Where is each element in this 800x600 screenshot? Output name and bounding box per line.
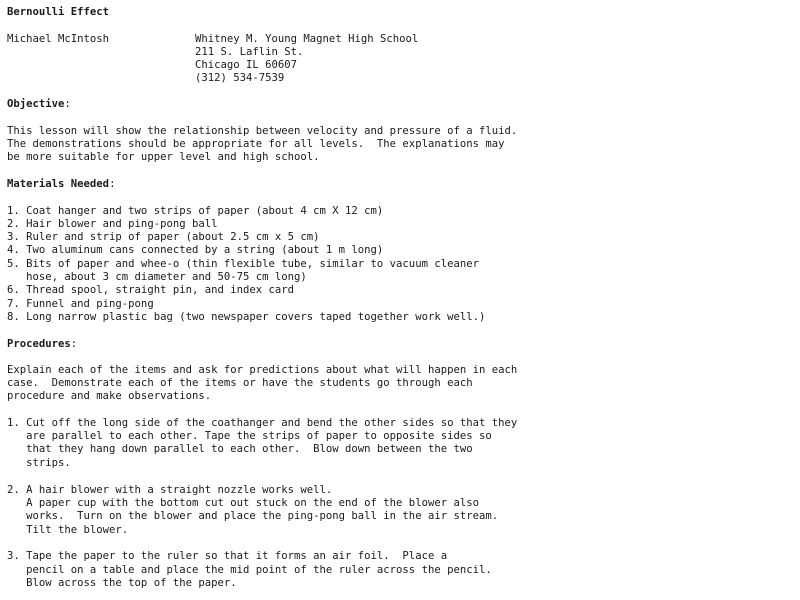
procedure-step-3-line: Blow across the top of the paper.	[7, 577, 237, 589]
materials-item: 3. Ruler and strip of paper (about 2.5 cm x 5 cm)	[7, 231, 320, 243]
objective-heading	[7, 98, 71, 111]
materials-item: 4. Two aluminum cans connected by a string (about 1 m long)	[7, 244, 384, 256]
objective-line: The demonstrations should be appropriate for all levels. The explanations may	[7, 138, 505, 150]
procedures-intro-line: Explain each of the items and ask for predictions about what will happen in each	[7, 364, 518, 376]
objective-heading-text: Objective	[7, 98, 65, 110]
materials-heading-colon: :	[109, 178, 116, 190]
procedures-heading-text: Procedures	[7, 338, 71, 350]
procedures-intro-line: procedure and make observations.	[7, 390, 212, 402]
objective-line: be more suitable for upper level and high school.	[7, 151, 320, 163]
procedure-step-3-line: pencil on a table and place the mid point of the ruler across the pencil.	[7, 564, 492, 576]
procedure-step-1-line: 1. Cut off the long side of the coathanger and bend the other sides so that they	[7, 417, 518, 429]
materials-item: 6. Thread spool, straight pin, and index card	[7, 284, 295, 296]
school-street: 211 S. Laflin St.	[195, 46, 304, 58]
objective-line: This lesson will show the relationship between velocity and pressure of a fluid.	[7, 125, 518, 137]
materials-item: 2. Hair blower and ping-pong ball	[7, 218, 218, 230]
procedure-step-2-line: 2. A hair blower with a straight nozzle works well.	[7, 484, 333, 496]
materials-heading-text: Materials Needed	[7, 178, 110, 190]
procedure-step-2-line: works. Turn on the blower and place the ping-pong ball in the air stream.	[7, 510, 499, 522]
procedure-step-3-line: 3. Tape the paper to the ruler so that it forms an air foil. Place a	[7, 550, 448, 562]
document-title: Bernoulli Effect	[7, 6, 110, 18]
procedures-intro-line: case. Demonstrate each of the items or have the students go through each	[7, 377, 473, 389]
procedure-step-1-line: strips.	[7, 457, 71, 469]
procedures-heading-colon: :	[70, 338, 78, 350]
materials-item: hose, about 3 cm diameter and 50-75 cm long)	[7, 271, 307, 283]
school-city: Chicago IL 60607	[195, 59, 298, 71]
materials-heading	[7, 178, 115, 191]
procedure-step-1-line: that they hang down parallel to each other. Blow down between the two	[7, 443, 473, 455]
materials-item: 8. Long narrow plastic bag (two newspaper covers taped together work well.)	[7, 311, 486, 323]
materials-item: 1. Coat hanger and two strips of paper (about 4 cm X 12 cm)	[7, 205, 384, 217]
materials-item: 7. Funnel and ping-pong	[7, 298, 154, 310]
procedure-step-2-line: A paper cup with the bottom cut out stuck on the end of the blower also	[7, 497, 479, 509]
procedures-heading	[7, 338, 77, 351]
author-name: Michael McIntosh	[7, 33, 110, 45]
procedure-step-1-line: are parallel to each other. Tape the strips of paper to opposite sides so	[7, 430, 492, 442]
materials-item: 5. Bits of paper and whee-o (thin flexible tube, similar to vacuum cleaner	[7, 258, 479, 270]
procedure-step-2-line: Tilt the blower.	[7, 524, 129, 536]
school-name: Whitney M. Young Magnet High School	[195, 33, 419, 45]
objective-heading-colon: :	[64, 98, 71, 110]
school-phone: (312) 534-7539	[195, 72, 285, 84]
